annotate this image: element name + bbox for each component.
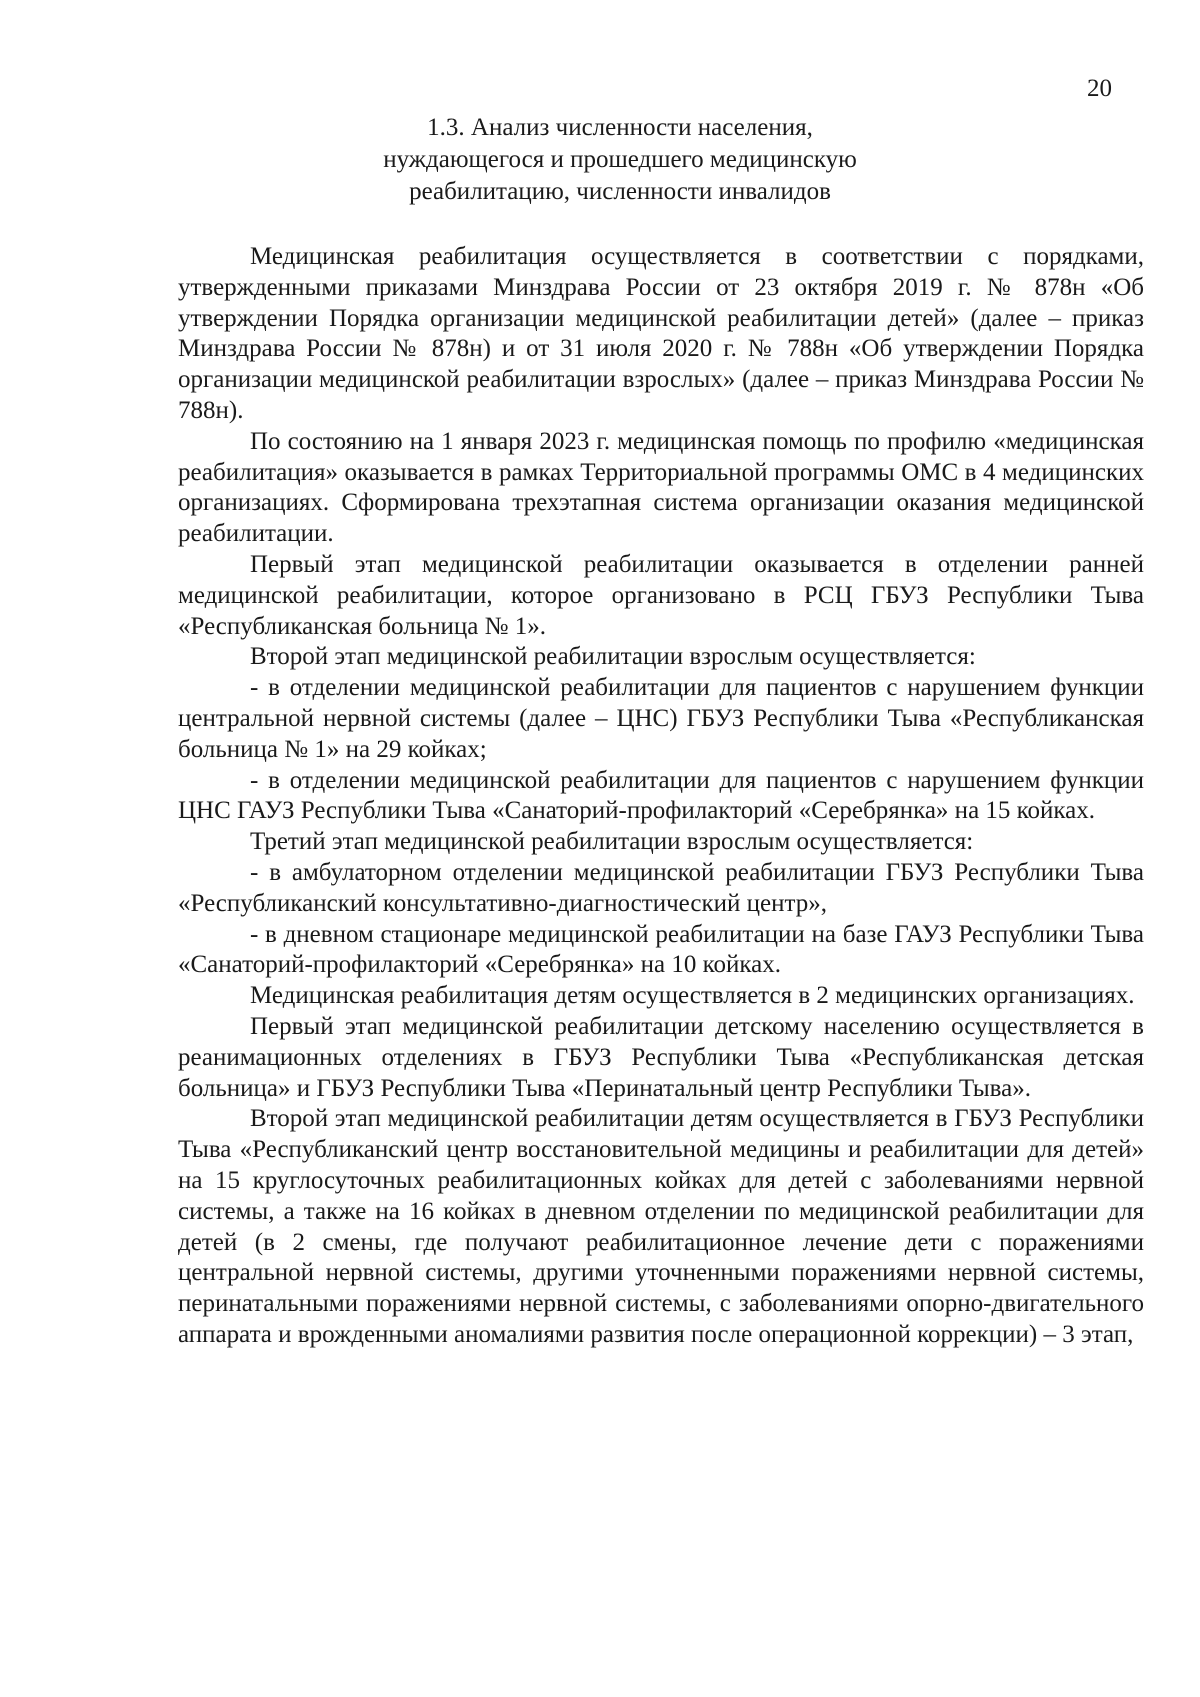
list-item: - в амбулаторном отделении медицинской реабилитации ГБУЗ Республики Тыва «Республиканский консультативно-диагностический центр», <box>178 858 1144 917</box>
section-heading-line: 1.3. Анализ численности населения, <box>427 114 813 141</box>
page-number: 20 <box>1087 75 1112 102</box>
document-body <box>178 242 1144 1351</box>
paragraph: Второй этап медицинской реабилитации детям осуществляется в ГБУЗ Республики Тыва «Республиканский центр восстановительной медицины и реабилитации для детей» на 15 круглосуточных реабилитационных койках для детей с заболеваниями нервной системы, а также на 16 койках в дневном отделении по медицинской реабилитации для детей (в 2 смены, где получают реабилитационное лечение дети с поражениями центральной нервной системы, другими уточненными поражениями нервной системы, перинатальными поражениями нервной системы, с заболеваниями опорно-двигательного аппарата и врожденными аномалиями развития после операционной коррекции) – 3 этап, <box>178 1105 1144 1348</box>
paragraph: По состоянию на 1 января 2023 г. медицинская помощь по профилю «медицинская реабилитация» оказывается в рамках Территориальной программы ОМС в 4 медицинских организациях. Сформирована трехэтапная система организации оказания медицинской реабилитации. <box>178 427 1144 548</box>
paragraph: Медицинская реабилитация детям осуществляется в 2 медицинских организациях. <box>250 982 1135 1010</box>
section-heading-line: нуждающегося и прошедшего медицинскую <box>383 146 857 173</box>
paragraph: Медицинская реабилитация осуществляется в соответствии с порядками, утвержденными приказами Минздрава России от 23 октября 2019 г. № 878н «Об утверждении Порядка организации медицинской реабилитации детей» (далее – приказ Минздрава России № 878н) и от 31 июля 2020 г. № 788н «Об утверждении Порядка организации медицинской реабилитации взрослых» (далее – приказ Минздрава России № 788н). <box>178 243 1144 424</box>
paragraph: Второй этап медицинской реабилитации взрослым осуществляется: <box>250 643 976 671</box>
paragraph: Первый этап медицинской реабилитации оказывается в отделении ранней медицинской реабилитации, которое организовано в РСЦ ГБУЗ Республики Тыва «Республиканская больница № 1». <box>178 550 1144 640</box>
paragraph: Первый этап медицинской реабилитации детскому населению осуществляется в реанимационных отделениях в ГБУЗ Республики Тыва «Республиканская детская больница» и ГБУЗ Республики Тыва «Перинатальный центр Республики Тыва». <box>178 1012 1144 1102</box>
list-item: - в дневном стационаре медицинской реабилитации на базе ГАУЗ Республики Тыва «Санаторий-профилакторий «Серебрянка» на 10 койках. <box>178 920 1144 979</box>
section-heading-line: реабилитацию, численности инвалидов <box>409 178 831 205</box>
section-heading <box>260 112 980 208</box>
list-item: - в отделении медицинской реабилитации для пациентов с нарушением функции центральной нервной системы (далее – ЦНС) ГБУЗ Республики Тыва «Республиканская больница № 1» на 29 койках; <box>178 674 1144 763</box>
list-item: - в отделении медицинской реабилитации для пациентов с нарушением функции ЦНС ГАУЗ Республики Тыва «Санаторий-профилакторий «Серебрянка» на 15 койках. <box>178 766 1144 825</box>
paragraph: Третий этап медицинской реабилитации взрослым осуществляется: <box>250 828 974 856</box>
